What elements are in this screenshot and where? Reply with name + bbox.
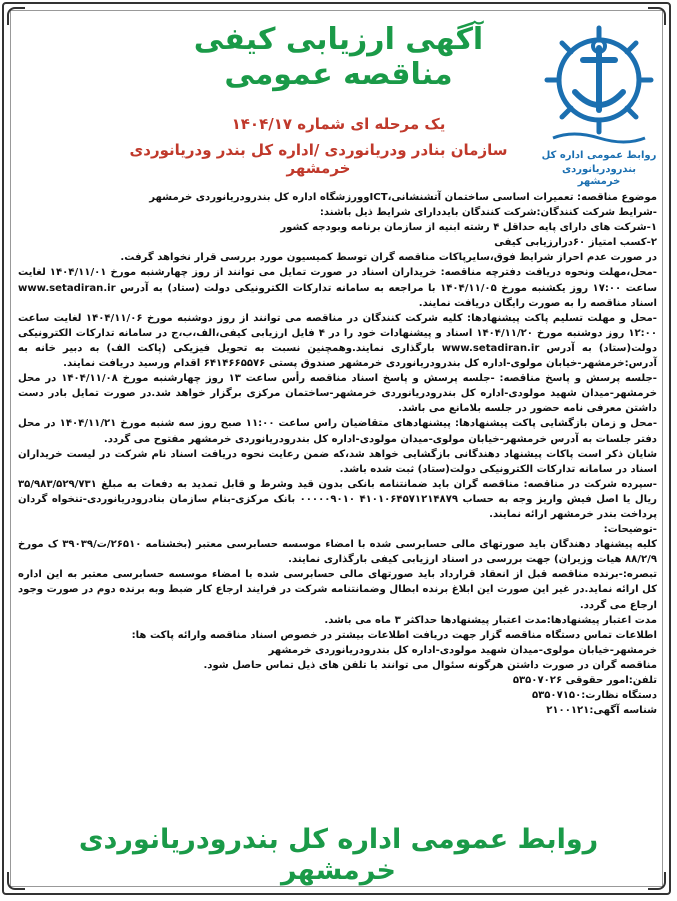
body-line: خرمشهر-خیابان مولوی-میدان شهید مولودی-اداره کل بندرودریانوردی خرمشهر (268, 644, 657, 656)
organization-name: سازمان بنادر ودریانوردی /اداره کل بندر ودریانوردی خرمشهر (129, 141, 508, 177)
corner-ornament (648, 872, 666, 890)
page-title: آگهی ارزیابی کیفی مناقصه عمومی (193, 22, 484, 92)
port-logo (541, 18, 657, 187)
body-line: -محل و زمان بازگشایی پاکت پیشنهادها: پیشنهادهای متقاضیان راس ساعت ۱۱:۰۰ صبح روز سه شنبه مورخ ۱۴۰۴/۱۱/۲۱ در محل دفتر جلسات به آدرس خرمشهر-خیابان مولوی-میدان مولودی-اداره کل بندرودریانوردی خرمشهر مفتوح می گردد. (18, 418, 658, 445)
corner-ornament (7, 7, 25, 25)
body-line: مناقصه گران در صورت داشتن هرگونه سئوال می توانند با تلفن های ذیل تماس حاصل شود. (203, 659, 657, 671)
body-line: -شرایط شرکت کنندگان:شرکت کنندگان بایددارای شرایط ذیل باشند: (319, 207, 657, 219)
body-line: ۲-کسب امتیاز ۶۰درارزیابی کیفی (494, 237, 657, 249)
ad-body (18, 190, 657, 718)
anchor-wheel-icon (543, 18, 655, 148)
body-line: -سپرده شرکت در مناقصه: مناقصه گران باید ضمانتنامه بانکی بدون قید وشرط و قابل تمدید به دفعات به مبلغ ۳۵/۹۸۳/۵۲۹/۷۳۱ ریال یا اصل فیش واریز وجه به حساب ۴۱۰۱۰۶۴۵۷۱۲۱۴۸۷۹ ۰۰۰۰۰۹۰۱۰ بانک مرکزی-بنام سازمان بنادرودریانوردی-تنخواه گردان پرداخت بندر خرمشهر ارائه نمایند. (18, 478, 657, 520)
body-line: تبصره:-برنده مناقصه قبل از انعقاد قرارداد باید صورتهای مالی حسابرسی شده با امضاء موسسه حسابرسی معتبر به این اداره کل ارائه نماید.در غیر این صورت این ابلاغ برنده ابطال وضمانتنامه شرکت در فرایند ارجاع کار ضبط وبه برنده دوم در صورت وجود ارجاع می گردد. (18, 569, 657, 611)
body-line: موضوع مناقصه: تعمیرات اساسی ساختمان آتشنشانی،ICTوورزشگاه اداره کل بندرودریانوردی خرمشهر (149, 192, 657, 203)
body-line: تلفن:امور حقوقی ۵۳۵۰۷۰۲۶ (512, 675, 657, 686)
logo-caption-line2: بندرودریانوردی خرمشهر (561, 164, 637, 187)
body-line: مدت اعتبار پیشنهادها:مدت اعتبار پیشنهادها حداکثر ۳ ماه می باشد. (324, 614, 657, 626)
body-line: کلیه پیشنهاد دهندگان باید صورتهای مالی حسابرسی شده با امضاء موسسه حسابرسی معتبر (بخشنامه ۲۶۵۱۰/ت/۳۹۰۳۹ ک مورخ ۸۸/۲/۹ هیات وزیران) جهت بررسی در اسناد ارزیابی کیفی بارگذاری نمایند. (18, 539, 658, 566)
body-line: -توضیحات: (603, 524, 657, 536)
body-line: اطلاعات تماس دستگاه مناقصه گزار جهت دریافت اطلاعات بیشتر در خصوص اسناد مناقصه وارائه پاکت ها: (131, 629, 657, 641)
logo-caption-line1: روابط عمومی اداره کل (541, 150, 657, 161)
body-line: -محل،مهلت ونحوه دریافت دفترچه مناقصه: خریداران اسناد در صورت تمایل می توانند از روز چهارشنبه مورخ ۱۴۰۴/۱۱/۰۱ لغایت ساعت ۱۷:۰۰ روز یکشنبه مورخ ۱۴۰۴/۱۱/۰۵ با مراجعه به سامانه تدارکات الکترونیکی دولت (ستاد) به آدرس www.setadiran.ir اسناد مناقصه را به صورت رایگان دریافت نمایند. (18, 267, 657, 309)
body-line: -محل و مهلت تسلیم پاکت پیشنهادها: کلیه شرکت کنندگان در مناقصه می توانند از روز دوشنبه مورخ ۱۴۰۴/۱۱/۰۶ لغایت ساعت ۱۲:۰۰ روز دوشنبه مورخ ۱۴۰۴/۱۱/۲۰ اسناد و پیشنهادات خود را در ۴ فایل ارزیابی کیفی،الف،ب،ج در سامانه تدارکات الکترونیکی دولت(ستاد) به آدرس www.setadiran.ir بارگذاری نمایند.وهمچنین نسبت به تحویل فیزیکی (پاکت الف) به دبیر خانه به آدرس:خرمشهر-خیابان مولوی-اداره کل بندرودریانوردی خرمشهر صندوق پستی ۶۴۱۴۶۶۵۵۷۶ اقدام ورسید دریافت نمایند. (18, 312, 658, 370)
tender-number: یک مرحله ای شماره ۱۴۰۴/۱۷ (231, 115, 446, 133)
body-line: شناسه آگهی:۲۱۰۰۱۲۱ (546, 705, 657, 717)
footer-signature: روابط عمومی اداره کل بندرودریانوردی خرمشهر (78, 824, 599, 886)
body-line: دستگاه نظارت:۵۳۵۰۷۱۵۰ (531, 690, 657, 702)
corner-ornament (7, 872, 25, 890)
body-line: در صورت عدم احراز شرایط فوق،سایرپاکات مناقصه گران توسط کمیسیون مورد بررسی قرار نخواهد گرفت. (120, 252, 657, 264)
body-line: ۱-شرکت های دارای پایه حداقل ۴ رشته ابنیه از سازمان برنامه وبودجه کشور (280, 222, 657, 234)
body-line: شایان ذکر است پاکات پیشنهاد دهندگانی بازگشایی خواهد شد،که ضمن رعایت نحوه دریافت اسناد نام شرکت در لیست خریداران اسناد در سامانه تدارکات الکترونیکی دولت(ستاد) ثبت شده باشد. (18, 448, 657, 475)
body-line: -جلسه پرسش و پاسخ مناقصه: -جلسه پرسش و پاسخ اسناد مناقصه رأس ساعت ۱۳ روز چهارشنبه مورخ ۱۴۰۴/۱۱/۰۸ در محل خرمشهر-میدان شهید مولودی-اداره کل بندرودریانوردی خرمشهر-ساختمان مرکزی برگزار خواهد شد.در صورت تمایل بادر دست داشتن معرفی نامه حضور در جلسه بلامانع می باشد. (18, 373, 657, 415)
